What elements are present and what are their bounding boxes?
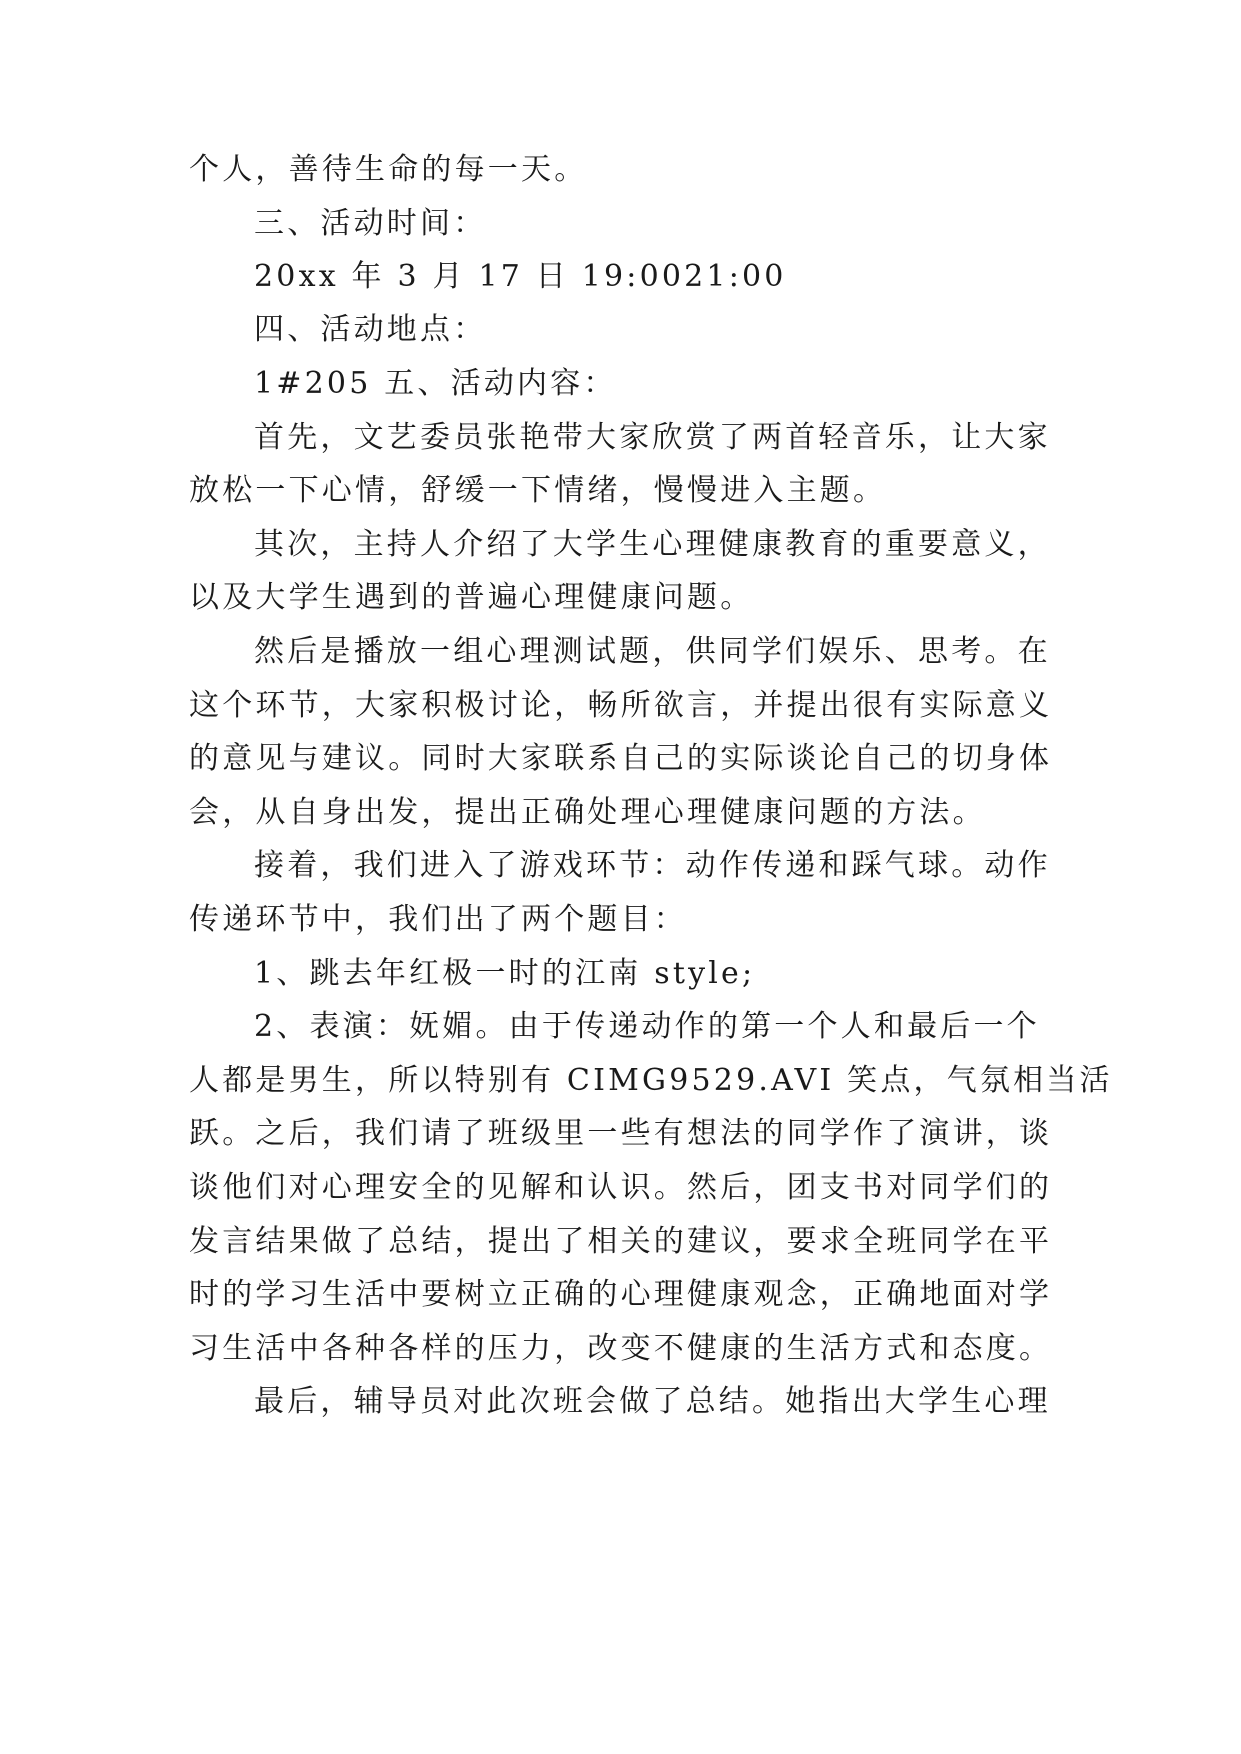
text-line: 跃。之后，我们请了班级里一些有想法的同学作了演讲，谈 <box>189 1116 1053 1151</box>
text-line: 最后，辅导员对此次班会做了总结。她指出大学生心理 <box>254 1384 1051 1419</box>
text-line: 发言结果做了总结，提出了相关的建议，要求全班同学在平 <box>189 1224 1053 1259</box>
section-heading-time: 三、活动时间： <box>254 206 487 241</box>
text-line: 个人，善待生命的每一天。 <box>189 152 588 187</box>
text-line: 首先，文艺委员张艳带大家欣赏了两首轻音乐，让大家 <box>254 420 1051 455</box>
text-line: 以及大学生遇到的普遍心理健康问题。 <box>189 580 754 615</box>
list-item: 1、跳去年红极一时的江南 style; <box>254 956 756 991</box>
text-line: 习生活中各种各样的压力，改变不健康的生活方式和态度。 <box>189 1331 1053 1366</box>
text-line: 然后是播放一组心理测试题，供同学们娱乐、思考。在 <box>254 634 1051 669</box>
activity-time: 20xx 年 3 月 17 日 19:0021:00 <box>254 259 787 294</box>
section-heading-location: 四、活动地点： <box>254 312 487 347</box>
list-item: 2、表演：妩媚。由于传递动作的第一个人和最后一个 <box>254 1009 1040 1044</box>
activity-location: 1#205 五、活动内容： <box>254 366 617 401</box>
text-line: 时的学习生活中要树立正确的心理健康观念，正确地面对学 <box>189 1277 1053 1312</box>
text-line: 人都是男生，所以特别有 CIMG9529.AVI 笑点，气氛相当活 <box>189 1063 1113 1098</box>
text-line: 放松一下心情，舒缓一下情绪，慢慢进入主题。 <box>189 473 887 508</box>
text-line: 接着，我们进入了游戏环节：动作传递和踩气球。动作 <box>254 848 1051 883</box>
text-line: 会，从自身出发，提出正确处理心理健康问题的方法。 <box>189 795 986 830</box>
text-line: 传递环节中，我们出了两个题目： <box>189 902 687 937</box>
text-line: 这个环节，大家积极讨论，畅所欲言，并提出很有实际意义 <box>189 688 1053 723</box>
text-line: 谈他们对心理安全的见解和认识。然后，团支书对同学们的 <box>189 1170 1053 1205</box>
text-line: 的意见与建议。同时大家联系自己的实际谈论自己的切身体 <box>189 741 1053 776</box>
text-line: 其次，主持人介绍了大学生心理健康教育的重要意义， <box>254 527 1051 562</box>
